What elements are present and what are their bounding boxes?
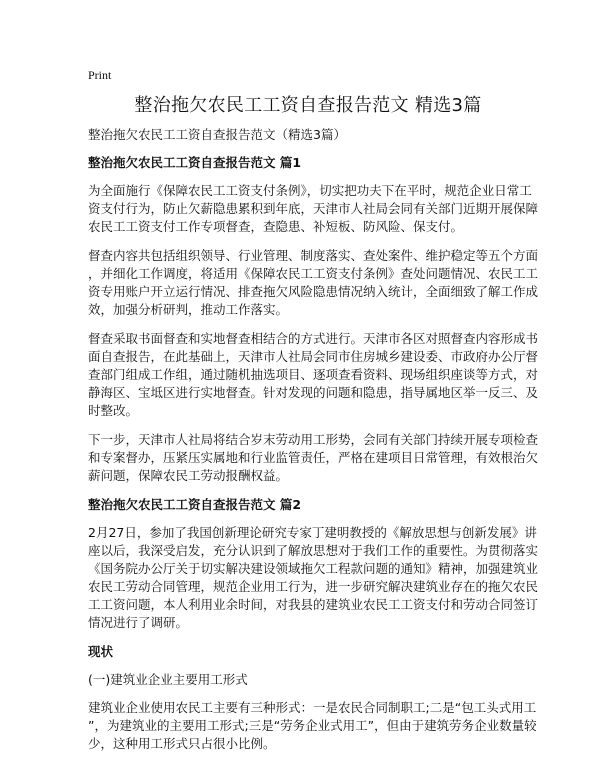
text-line: 建筑业企业使用农民工主要有三种形式：一是农民合同制职工;二是“包工头式用工 [88, 700, 537, 715]
text-line: 督查采取书面督查和实地督查相结合的方式进行。天津市各区对照督查内容形成书 [88, 331, 539, 346]
text-line: 薪问题，保障农民工劳动报酬权益。 [88, 468, 289, 483]
text-line: 效，加强分析研判，推动工作落实。 [88, 302, 289, 317]
section-heading-2: 整治拖欠农民工工资自查报告范文 篇2 [88, 497, 302, 512]
text-line: 下一步，天津市人社局将结合岁末劳动用工形势，会同有关部门持续开展专项检查 [88, 432, 539, 447]
paragraph [88, 330, 539, 420]
text-line: 面自查报告，在此基础上，天津市人社局会同市住房城乡建设委、市政府办公厅督 [88, 349, 539, 364]
text-line: 资专用账户开立运行情况、排查拖欠风险隐患情况纳入统计，全面细致了解工作成 [88, 284, 539, 299]
section-heading-1: 整治拖欠农民工工资自查报告范文 篇1 [88, 155, 302, 170]
text-line: 座以后，我深受启发，充分认识到了解放思想对于我们工作的重要性。为贯彻落实 [88, 543, 539, 558]
paragraph [88, 699, 537, 753]
document-page [88, 66, 539, 764]
text-line: 少，这种用工形式只占很小比例。 [88, 736, 276, 751]
text-line: 《国务院办公厅关于切实解决建设领域拖欠工程款问题的通知》精神，加强建筑业 [88, 561, 539, 576]
status-heading: 现状 [88, 644, 114, 659]
text-line: ”，为建筑业的主要用工形式;三是“劳务企业式用工”，但由于建筑劳务企业数量较 [88, 718, 537, 733]
paragraph [88, 524, 539, 632]
text-line: 农民工劳动合同管理，规范企业用工行为，进一步研究解决建筑业存在的拖欠农民 [88, 579, 539, 594]
text-line: 督查内容共包括组织领导、行业管理、制度落实、查处案件、维护稳定等五个方面 [88, 248, 539, 263]
text-line: 农民工工资支付工作专项督查，查隐患、补短板、防风险、保支付。 [88, 219, 464, 234]
text-line: 查部门组成工作组，通过随机抽选项目、逐项查看资料、现场组织座谈等方式，对 [88, 367, 539, 382]
paragraph [88, 182, 539, 236]
section-2-body [88, 524, 539, 632]
document-subtitle: 整治拖欠农民工工资自查报告范文（精选3篇） [88, 127, 346, 142]
text-line: 为全面施行《保障农民工工资支付条例》，切实把功夫下在平时，规范企业日常工 [88, 183, 532, 198]
text-line: 工工资问题，本人利用业余时间，对我县的建筑业农民工工资支付和劳动合同签订 [88, 597, 539, 612]
paragraph [88, 247, 539, 319]
text-line: 时整改。 [88, 403, 139, 418]
sub-heading: (一)建筑业企业主要用工形式 [88, 672, 248, 687]
section-1-body [88, 182, 539, 485]
document-title: 整治拖欠农民工工资自查报告范文 精选3篇 [134, 95, 482, 116]
text-line: 和专案督办，压紧压实属地和行业监管责任，严格在建项目日常管理，有效根治欠 [88, 450, 539, 465]
text-line: 情况进行了调研。 [88, 615, 189, 630]
text-line: 2月27日，参加了我国创新理论研究专家丁建明教授的《解放思想与创新发展》讲 [88, 525, 537, 540]
print-label[interactable]: Print [88, 68, 112, 82]
text-line: ，并细化工作调度，将适用《保障农民工工资支付条例》查处问题情况、农民工工 [88, 266, 539, 281]
paragraph [88, 431, 539, 485]
text-line: 静海区、宝坻区进行实地督查。针对发现的问题和隐患，指导属地区举一反三、及 [88, 385, 539, 400]
text-line: 资支付行为，防止欠薪隐患累积到年底，天津市人社局会同有关部门近期开展保障 [88, 201, 539, 216]
